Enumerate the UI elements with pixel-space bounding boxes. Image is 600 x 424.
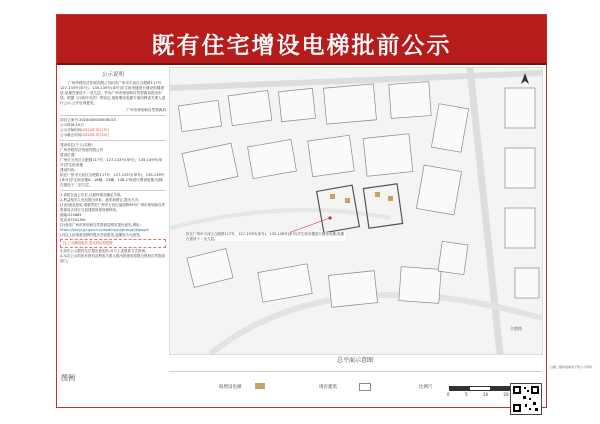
scale-tick: 5 [464,392,468,397]
scale-tick: 10 [482,392,488,397]
end-label: 公示截止时间: [60,133,83,137]
legend [169,371,541,405]
instruction-item: 2.利益相关人有权提出申诉、意见和建议,提出方式: [60,198,140,202]
divider [60,190,166,191]
instruction-item: 4.本次公示的所有资料及利害关系人提出的意见将提交规划自然资源部门。 [60,254,165,263]
location: 广州市天河区合肥路117号、127-133号(单号)、135-139号(单号)学生宿舍楼 [60,158,163,167]
end-date: 2024年3月24日 [82,133,110,137]
project-no-label: 项目立案号: [60,118,80,122]
scale-label: 比例尺 [419,385,433,390]
site-plan-map [169,67,543,355]
notice-board [56,14,547,408]
applicant-label: 建设单位(个人)名称: [60,143,93,147]
legend-existing-label: 现有建筑 [319,385,337,390]
qr-note: 扫描二维码查看电子版公示资料 [550,365,593,369]
notice-org: 广州市规划和自然资源局 [126,108,166,112]
start-date: 2024年3月15日 [82,128,110,132]
map-callout: 拟在广州市天河区合肥路117号、127-133号(单号)、135-139号(单号)学生宿舍楼进行增设电梯,电梯在建设于二至九层。 [186,232,345,241]
content: 拟在广州市天河区合肥路117号、127-133号(单号)、135-139号(单号)学生宿舍楼A、18幢、23幢、148-178进行增设电梯,电梯在建设于二至九层。 [60,173,165,187]
period: 10天 [75,123,84,127]
instruction-item: (1)信函及意见,请邮寄至广州市天河区福前路99号广州市规划和自然资源局天河区分局建筑规划管理科收。 [60,203,166,212]
instruction-list [60,193,166,264]
legend-title: 图例 [61,374,75,382]
instruction-item: (2)登录广州市规划和自然资源局网站提出意见,网址: [60,223,141,227]
divider [60,115,166,116]
divider [60,140,166,141]
notice-body: 广州华联经济发展有限公司拟在广州市天河区合肥路117号、127-133号(单号)、135-139号(单号)学生宿舍楼进行增设电梯建设,电梯在建设于二至九层。并向广州市规划和自然资源局提出申请。根据《行政许可法》等规定,现将增设电梯方案向利害关系人进行公示,公开征询意见。 [60,81,166,105]
instruction-item: 电话:87542361 [60,218,86,222]
legend-elevator-label: 拟增设电梯 [219,385,242,390]
project-no: 2024040000006153 [79,118,116,122]
instruction-item: (3)以上征询意见期内提出书面意见,逾期视为无意见。 [60,233,144,237]
notice-panel [60,67,166,363]
website-link[interactable]: https://ghzyj.gz.gov.cn/ywpd/cxgh/ghxkgs/jb/page/ [60,228,149,232]
scale-tick: 0 [447,392,450,397]
notice-heading: 公示说明 [101,72,124,78]
end-row [60,133,166,138]
project-buildings [317,184,403,233]
instruction-item: 邮编:510665 [60,213,82,217]
location-label: 建设位置: [60,153,76,157]
scale-tick: 20 [503,392,509,397]
legend-existing [319,384,337,390]
period-label: 公示时间: [60,123,76,127]
highlight-note: 注:公示期结束后,若无异议将批准 [60,239,166,248]
legend-existing-swatch [359,383,371,391]
page-title: 既有住宅增设电梯批前公示 [151,33,452,59]
map-caption: 总平面示意图 [336,357,373,364]
site-plan-drawing [170,68,542,354]
elevator-markers [330,192,393,203]
legend-elevator-swatch [255,383,265,389]
qr-code-icon[interactable] [510,383,542,415]
instruction-item: 3.如在公示期内无法提出意见的,可与上述联系方式咨询。 [60,249,149,253]
instruction-item: 1.请贴在此公告栏,以最终情况确定为准。 [60,193,124,197]
banner [57,15,546,65]
road-label: 合肥路 [510,326,522,331]
start-label: 公示开始时间: [60,128,83,132]
legend-elevator [219,384,242,390]
applicant-name: 广州华联经济发展有限公司 [60,148,104,152]
content-label: 建设内容: [60,168,76,172]
